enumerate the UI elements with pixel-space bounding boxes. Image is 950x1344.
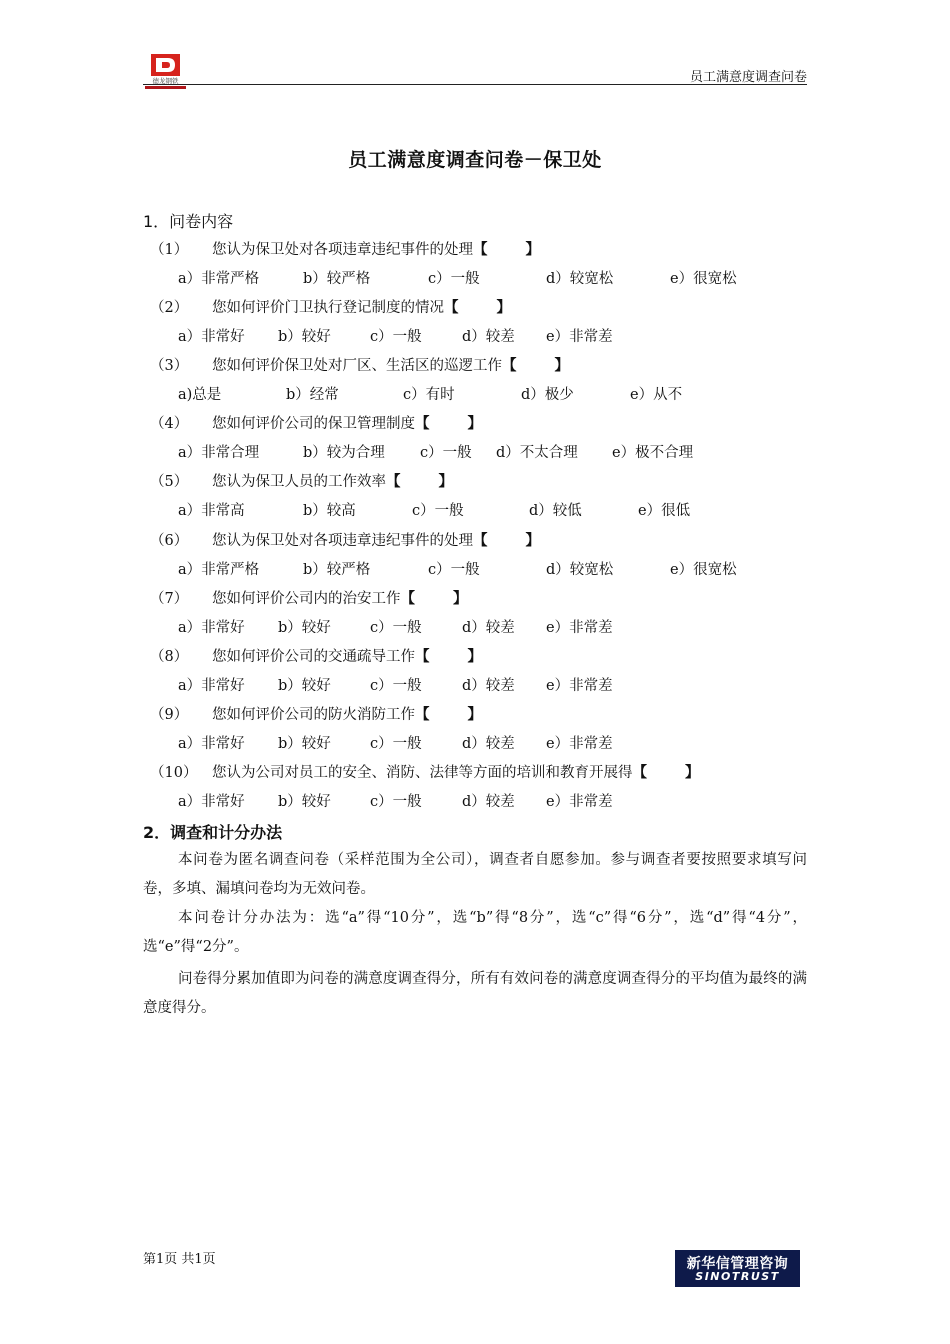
- answer-bracket-close: 】: [438, 474, 453, 490]
- option-a: a）非常好: [178, 329, 245, 345]
- question-number: （5）: [150, 474, 189, 490]
- section2-heading: 2．调查和计分办法: [143, 823, 283, 842]
- option-b: b）较好: [278, 620, 331, 636]
- answer-bracket-close: 】: [525, 533, 540, 549]
- answer-bracket-close: 】: [453, 591, 468, 607]
- option-a: a）非常好: [178, 736, 245, 752]
- option-c: c）一般: [370, 620, 422, 636]
- answer-bracket-close: 】: [685, 765, 700, 781]
- question-row: [212, 587, 468, 608]
- option-e: e）很宽松: [670, 271, 737, 287]
- option-a: a）非常好: [178, 794, 245, 810]
- question-text: 您如何评价公司的交通疏导工作: [212, 649, 415, 665]
- question-text: 您如何评价保卫处对厂区、生活区的巡逻工作: [212, 358, 502, 374]
- answer-bracket-open: 【: [473, 242, 488, 258]
- answer-bracket-open: 【: [473, 533, 488, 549]
- question-row: [212, 529, 540, 550]
- option-e: e）很宽松: [670, 562, 737, 578]
- option-c: c）一般: [412, 503, 464, 519]
- footer-page-number: 第1页 共1页: [143, 1252, 216, 1267]
- question-text: 您认为公司对员工的安全、消防、法律等方面的培训和教育开展得: [212, 765, 633, 781]
- option-b: b）经常: [286, 387, 339, 403]
- question-number: （7）: [150, 591, 189, 607]
- answer-bracket-open: 【: [632, 765, 647, 781]
- option-c: c）有时: [403, 387, 455, 403]
- option-c: c）一般: [370, 794, 422, 810]
- option-b: b）较好: [278, 329, 331, 345]
- paragraph-scoring-method: 本问卷计分办法为：选“a”得“10分”，选“b”得“8分”，选“c”得“6分”，选“d”得“4分”，选“e”得“2分”。: [143, 910, 807, 955]
- option-b: b）较高: [303, 503, 356, 519]
- option-b: b）较严格: [303, 271, 371, 287]
- option-d: d）较差: [462, 794, 515, 810]
- option-c: c）一般: [428, 562, 480, 578]
- question-row: [212, 761, 700, 782]
- question-row: [212, 645, 482, 666]
- answer-bracket-close: 】: [554, 358, 569, 374]
- option-b: b）较为合理: [303, 445, 385, 461]
- question-row: [212, 412, 482, 433]
- option-d: d）较差: [462, 736, 515, 752]
- answer-bracket-close: 】: [467, 416, 482, 432]
- answer-bracket-close: 】: [525, 242, 540, 258]
- option-e: e）很低: [638, 503, 691, 519]
- option-a: a）非常高: [178, 503, 245, 519]
- question-row: [212, 354, 569, 375]
- option-a: a)总是: [178, 387, 222, 403]
- answer-bracket-open: 【: [444, 300, 459, 316]
- option-d: d）不太合理: [496, 445, 578, 461]
- option-c: c）一般: [370, 678, 422, 694]
- answer-bracket-close: 】: [467, 707, 482, 723]
- option-d: d）较宽松: [546, 271, 614, 287]
- option-c: c）一般: [428, 271, 480, 287]
- option-a: a）非常严格: [178, 271, 260, 287]
- question-number: （2）: [150, 300, 189, 316]
- option-a: a）非常严格: [178, 562, 260, 578]
- option-a: a）非常好: [178, 678, 245, 694]
- paragraph-final-score: 问卷得分累加值即为问卷的满意度调查得分，所有有效问卷的满意度调查得分的平均值为最终的满意度得分。: [143, 971, 807, 1016]
- answer-bracket-open: 【: [386, 474, 401, 490]
- option-d: d）较差: [462, 678, 515, 694]
- question-text: 您如何评价门卫执行登记制度的情况: [212, 300, 444, 316]
- question-text: 您认为保卫处对各项违章违纪事件的处理: [212, 242, 473, 258]
- option-b: b）较好: [278, 794, 331, 810]
- question-text: 您如何评价公司的保卫管理制度: [212, 416, 415, 432]
- option-d: d）较低: [529, 503, 582, 519]
- option-d: d）较宽松: [546, 562, 614, 578]
- option-e: e）非常差: [546, 620, 613, 636]
- document-title: 员工满意度调查问卷－保卫处: [348, 149, 602, 171]
- option-e: e）非常差: [546, 329, 613, 345]
- option-e: e）非常差: [546, 794, 613, 810]
- answer-bracket-close: 】: [467, 649, 482, 665]
- question-number: （8）: [150, 649, 189, 665]
- question-number: （9）: [150, 707, 189, 723]
- question-text: 您如何评价公司的防火消防工作: [212, 707, 415, 723]
- sinotrust-logo-en: SINOTRUST: [695, 1270, 780, 1283]
- option-e: e）非常差: [546, 736, 613, 752]
- answer-bracket-open: 【: [415, 416, 430, 432]
- header-title: 员工满意度调查问卷: [689, 70, 807, 85]
- option-e: e）非常差: [546, 678, 613, 694]
- option-a: a）非常好: [178, 620, 245, 636]
- question-number: （1）: [150, 242, 189, 258]
- option-d: d）较差: [462, 620, 515, 636]
- question-number: （4）: [150, 416, 189, 432]
- sinotrust-logo-cn: 新华信管理咨询: [686, 1256, 789, 1272]
- question-row: [212, 703, 482, 724]
- option-c: c）一般: [420, 445, 472, 461]
- paragraph-survey-intro: 本问卷为匿名调查问卷（采样范围为全公司），调查者自愿参加。参与调查者要按照要求填写问卷，多填、漏填问卷均为无效问卷。: [143, 852, 807, 897]
- option-b: b）较严格: [303, 562, 371, 578]
- question-number: （3）: [150, 358, 189, 374]
- section1-heading: 1．问卷内容: [143, 212, 234, 231]
- option-d: d）极少: [521, 387, 574, 403]
- option-e: e）极不合理: [612, 445, 694, 461]
- logo-wordmark: 德龙钢铁: [152, 77, 179, 85]
- option-c: c）一般: [370, 736, 422, 752]
- question-text: 您如何评价公司内的治安工作: [212, 591, 401, 607]
- question-row: [212, 296, 511, 317]
- answer-bracket-open: 【: [415, 649, 430, 665]
- option-c: c）一般: [370, 329, 422, 345]
- option-b: b）较好: [278, 678, 331, 694]
- answer-bracket-open: 【: [502, 358, 517, 374]
- answer-bracket-close: 】: [496, 300, 511, 316]
- option-e: e）从不: [630, 387, 683, 403]
- option-a: a）非常合理: [178, 445, 260, 461]
- question-number: （10）: [150, 765, 198, 781]
- option-b: b）较好: [278, 736, 331, 752]
- header-divider: [143, 84, 807, 85]
- question-row: [212, 238, 540, 259]
- answer-bracket-open: 【: [415, 707, 430, 723]
- question-text: 您认为保卫人员的工作效率: [212, 474, 386, 490]
- sinotrust-logo: [675, 1250, 800, 1287]
- option-d: d）较差: [462, 329, 515, 345]
- question-number: （6）: [150, 533, 189, 549]
- answer-bracket-open: 【: [400, 591, 415, 607]
- question-row: [212, 470, 453, 491]
- question-text: 您认为保卫处对各项违章违纪事件的处理: [212, 533, 473, 549]
